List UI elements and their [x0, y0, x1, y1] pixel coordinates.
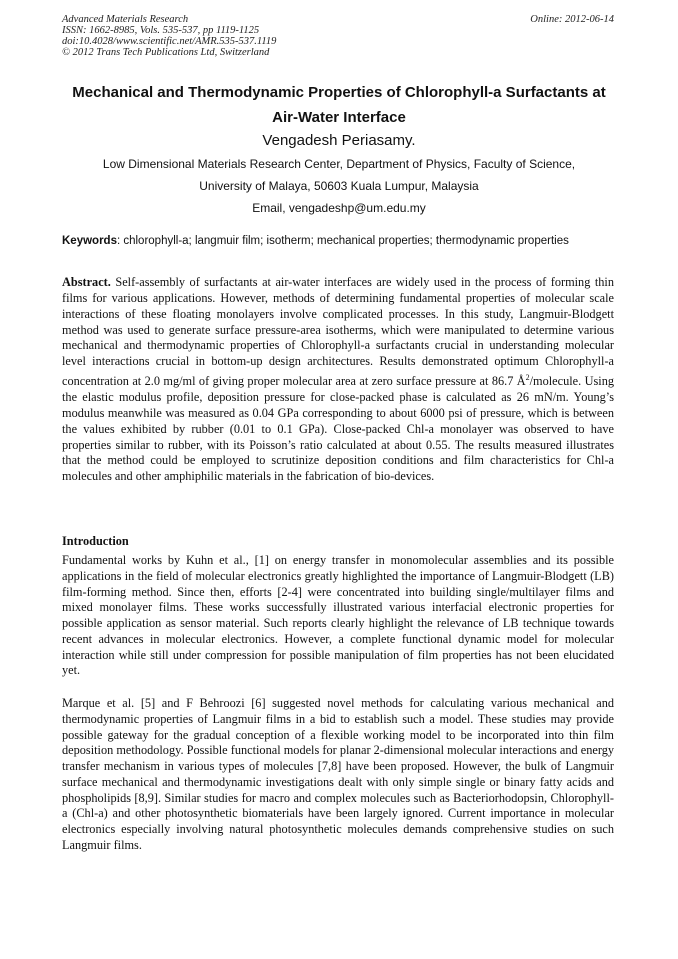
introduction-paragraph-1: Fundamental works by Kuhn et al., [1] on energy transfer in monomolecular assemblies and its possible applications in the field of molecular electronics greatly highlighted the importance of Langmuir-Blodgett (LB) film-forming method. Since then, efforts [2-4] were concentrated into building single/multilayer films and mixed monolayer films. These works successfully illustrated various interfacial electronic properties for possible application as sensor material. Such reports clearly highlight the relevance of LB technique towards recent advances in molecular electronics. However, a complete functional dynamic model for molecular interaction while still under compression for possible manipulation of film properties has not been elucidated yet.: [62, 553, 614, 678]
introduction-paragraph-2: Marque et al. [5] and F Behroozi [6] suggested novel methods for calculating various mechanical and thermodynamic properties of Langmuir films in a bid to establish such a model. These studies may provide possible gateway for the gradual conception of a flexible working model to be incorporated into thin film deposition methodology. Possible functional models for planar 2-dimensional molecular interactions and energy transfer mechanism in various types of molecules [7,8] have been proposed. However, the bulk of Langmuir surface mechanical and thermodynamic investigations dealt with only simple single or binary fatty acids and phospholipids [8,9]. Similar studies for macro and complex molecules such as Bacteriorhodopsin, Chlorophyll-a (Chl-a) and other photosynthetic biomaterials have been largely ignored. Current importance in molecular electronics especially involving natural photosynthetic molecules demands comprehensive studies on such Langmuir films.: [62, 696, 614, 852]
affiliation: [60, 153, 618, 219]
online-date: Online: 2012-06-14: [530, 14, 614, 25]
abstract: [62, 275, 614, 485]
introduction-heading: Introduction: [62, 534, 129, 548]
journal-header: [62, 14, 276, 58]
abstract-label: Abstract.: [62, 275, 111, 289]
abstract-text-end: /molecule. Using the elastic modulus profile, deposition pressure for close-packed phase is calculated as 26 mN/m. Young’s modulus meanwhile was measured as 0.04 GPa corresponding to about 6000 psi of pressure, which is between the values exhibited by rubber (0.01 to 0.1 GPa). Close-packed Chl-a monolayer was observed to have properties similar to rubber, with its Poisson’s ratio calculated at about 0.55. The results measured illustrates that the method could be employed to scrutinize deposition conditions and film characteristics for Chl-a molecules and other amphiphilic materials in the fabrication of bio-devices.: [62, 374, 614, 484]
affiliation-line-1: Low Dimensional Materials Research Center, Department of Physics, Faculty of Science,: [102, 157, 576, 171]
paper-title: Mechanical and Thermodynamic Properties of Chlorophyll-a Surfactants at Air-Water Interface: [72, 84, 606, 126]
author-name: Vengadesh Periasamy.: [262, 132, 416, 149]
affiliation-line-2: University of Malaya, 50603 Kuala Lumpur, Malaysia: [199, 179, 479, 193]
author-email[interactable]: Email, vengadeshp@um.edu.my: [252, 201, 426, 215]
abstract-superscript: 2: [525, 373, 530, 383]
keywords: [62, 234, 614, 249]
keywords-text: : chlorophyll-a; langmuir film; isotherm; mechanical properties; thermodynamic properties: [116, 235, 569, 247]
journal-copyright: © 2012 Trans Tech Publications Ltd, Switzerland: [62, 47, 270, 58]
keywords-label: Keywords: [62, 235, 117, 247]
journal-doi[interactable]: doi:10.4028/www.scientific.net/AMR.535-537.1119: [62, 36, 277, 47]
journal-name: Advanced Materials Research: [62, 14, 189, 25]
abstract-text-start: Self-assembly of surfactants at air-water interfaces are widely used in the process of forming thin films for various applications. However, methods of determining fundamental properties of molecular scale interactions of these floating monolayers involve complicated processes. In this study, Langmuir-Blodgett method was used to generate surface pressure-area isotherms, which were manipulated to determine various mechanical and thermodynamic properties of Chlorophyll-a surfactants crucial in understanding molecular level interactions crucial in bottom-up design architectures. Results demonstrated optimum Chlorophyll-a concentration at 2.0 mg/ml of giving proper molecular area at zero surface pressure at 86.7 Å: [62, 275, 614, 389]
journal-issn: ISSN: 1662-8985, Vols. 535-537, pp 1119-1125: [62, 25, 260, 36]
